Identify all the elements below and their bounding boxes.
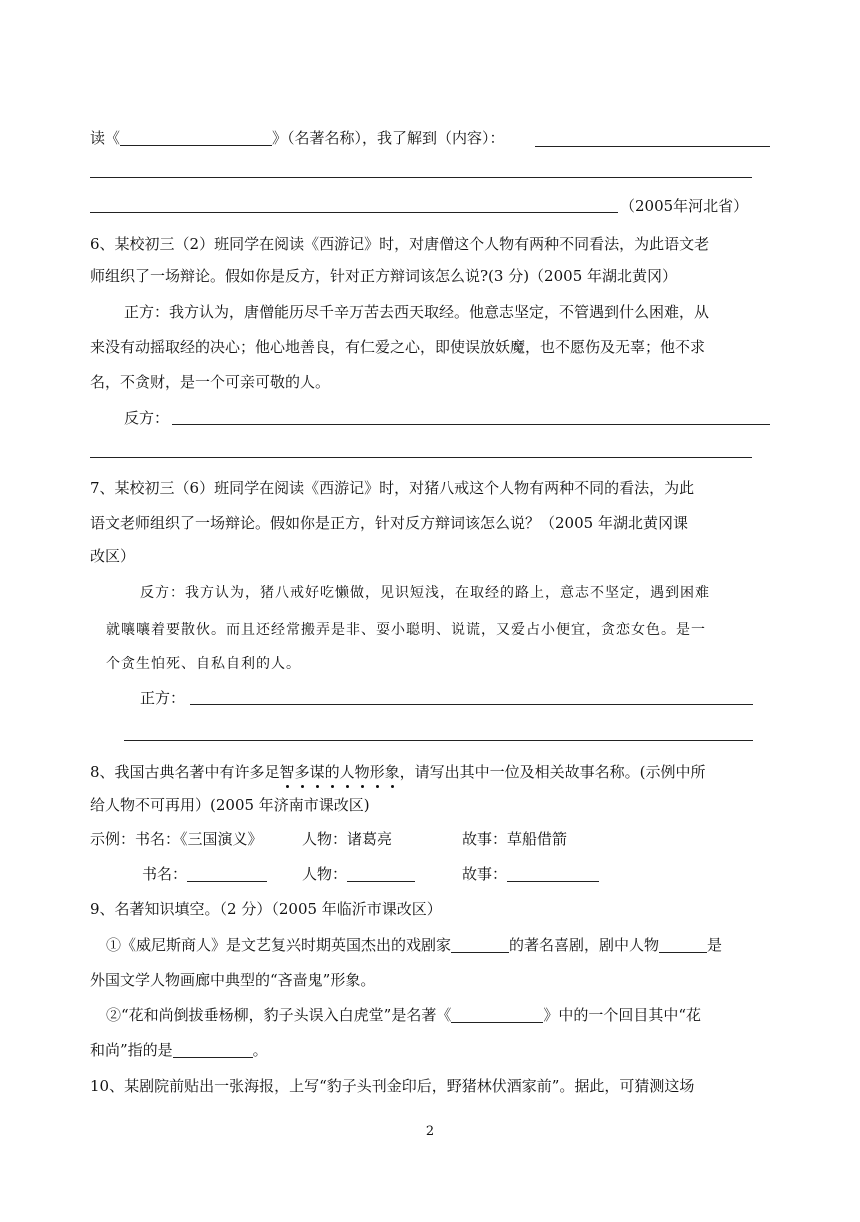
q9-item-2-line-2: 和尚”指的是 。 xyxy=(90,1041,268,1059)
emphasis-dot-char: 物 xyxy=(354,763,370,781)
q9-title: 9、名著知识填空。（2 分）（2005 年临沂市课改区） xyxy=(90,900,442,918)
emphasis-dot-char: 多 xyxy=(294,763,310,781)
emphasis-dot-char: 人 xyxy=(339,763,355,781)
q5-read-line: 读《 》（名著名称），我了解到（内容）： xyxy=(90,129,505,147)
q9-item-1-line-2: 外国文学人物画廊中典型的“吝啬鬼”形象。 xyxy=(90,971,376,989)
q8-example: 示例：书名：《三国演义》 xyxy=(90,830,263,848)
q6-line-1: 6、某校初三（2）班同学在阅读《西游记》时，对唐僧这个人物有两种不同看法，为此语文老 xyxy=(90,235,710,253)
person-blank[interactable] xyxy=(347,865,415,882)
q6-answer-blank-1[interactable] xyxy=(172,424,770,425)
q5-content-blank-2[interactable] xyxy=(90,177,752,178)
q7-con-2: 就嚷嚷着要散伙。而且还经常搬弄是非、耍小聪明、说谎，又爱占小便宜，贪恋女色。是一 xyxy=(106,622,706,638)
q9-item-2: ②“花和尚倒拔垂杨柳，豹子头误入白虎堂”是名著《 》中的一个回目其中“花 xyxy=(106,1006,702,1024)
q6-pro-2: 来没有动摇取经的决心；他心地善良，有仁爱之心，即使误放妖魔，也不愿伤及无辜；他不求 xyxy=(90,338,706,356)
hua-heshang-blank[interactable] xyxy=(173,1041,253,1058)
q8-example-person: 人物：诸葛亮 xyxy=(302,830,393,848)
q6-line-2: 师组织了一场辩论。假如你是反方，针对正方辩词该怎么说?(3 分)（2005 年湖北黄冈） xyxy=(90,267,678,285)
q8-example-story: 故事：草船借箭 xyxy=(462,830,568,848)
emphasis-dot-char: 形 xyxy=(369,763,385,781)
character-blank[interactable] xyxy=(659,936,707,953)
q8-story-row: 故事： xyxy=(462,864,599,884)
emphasis-dot-char: 智 xyxy=(279,763,295,781)
q7-answer-blank-2[interactable] xyxy=(124,740,753,741)
book-blank[interactable] xyxy=(187,865,267,882)
q8-person-row: 人物： xyxy=(302,864,415,884)
q6-answer-label: 反方： xyxy=(124,409,170,427)
emphasis-dot-char: 的 xyxy=(324,763,340,781)
q8-line-2: 给人物不可再用）(2005 年济南市课改区) xyxy=(90,796,370,814)
playwright-blank[interactable] xyxy=(451,936,509,953)
novel-blank[interactable] xyxy=(451,1006,543,1023)
q5-source: （2005年河北省） xyxy=(620,197,749,215)
q7-line-1: 7、某校初三（6）班同学在阅读《西游记》时，对猪八戒这个人物有两种不同的看法，为此 xyxy=(90,479,695,497)
book-title-blank[interactable] xyxy=(120,129,272,146)
q6-pro-3: 名，不贪财，是一个可亲可敬的人。 xyxy=(90,373,331,391)
q7-line-3: 改区） xyxy=(90,547,136,565)
q9-item-1: ①《威尼斯商人》是文艺复兴时期英国杰出的戏剧家 的著名喜剧，剧中人物 是 xyxy=(106,936,723,954)
emphasis-dot-char: 象 xyxy=(384,763,400,781)
story-blank[interactable] xyxy=(507,865,599,882)
q5-content-blank-1[interactable] xyxy=(535,146,770,147)
emphasis-dot-char: 谋 xyxy=(309,763,325,781)
q6-pro-1: 正方：我方认为，唐僧能历尽千辛万苦去西天取经。他意志坚定，不管遇到什么困难，从 xyxy=(124,303,710,321)
q10-line-1: 10、某剧院前贴出一张海报，上写“豹子头刊金印后，野猪林伏酒家前”。据此，可猜测这场 xyxy=(90,1077,695,1095)
q6-answer-blank-2[interactable] xyxy=(90,457,752,458)
emphasis-dots-text xyxy=(280,763,400,781)
page-number: 2 xyxy=(425,1124,435,1139)
q7-line-2: 语文老师组织了一场辩论。假如你是正方，针对反方辩词该怎么说？（2005 年湖北黄冈课 xyxy=(90,514,688,532)
q7-con-1: 反方：我方认为，猪八戒好吃懒做，见识短浅，在取经的路上，意志不坚定，遇到困难 xyxy=(140,585,710,601)
q7-answer-blank-1[interactable] xyxy=(190,704,753,705)
q8-line-1: 8、我国古典名著中有许多足智多谋的人物形象，请写出其中一位及相关故事名称。(示例中所 xyxy=(90,763,706,781)
q5-content-blank-3[interactable] xyxy=(90,212,618,213)
q8-book-row: 书名： xyxy=(142,864,267,884)
q7-answer-label: 正方： xyxy=(140,689,186,707)
q7-con-3: 个贪生怕死、自私自利的人。 xyxy=(106,656,301,672)
